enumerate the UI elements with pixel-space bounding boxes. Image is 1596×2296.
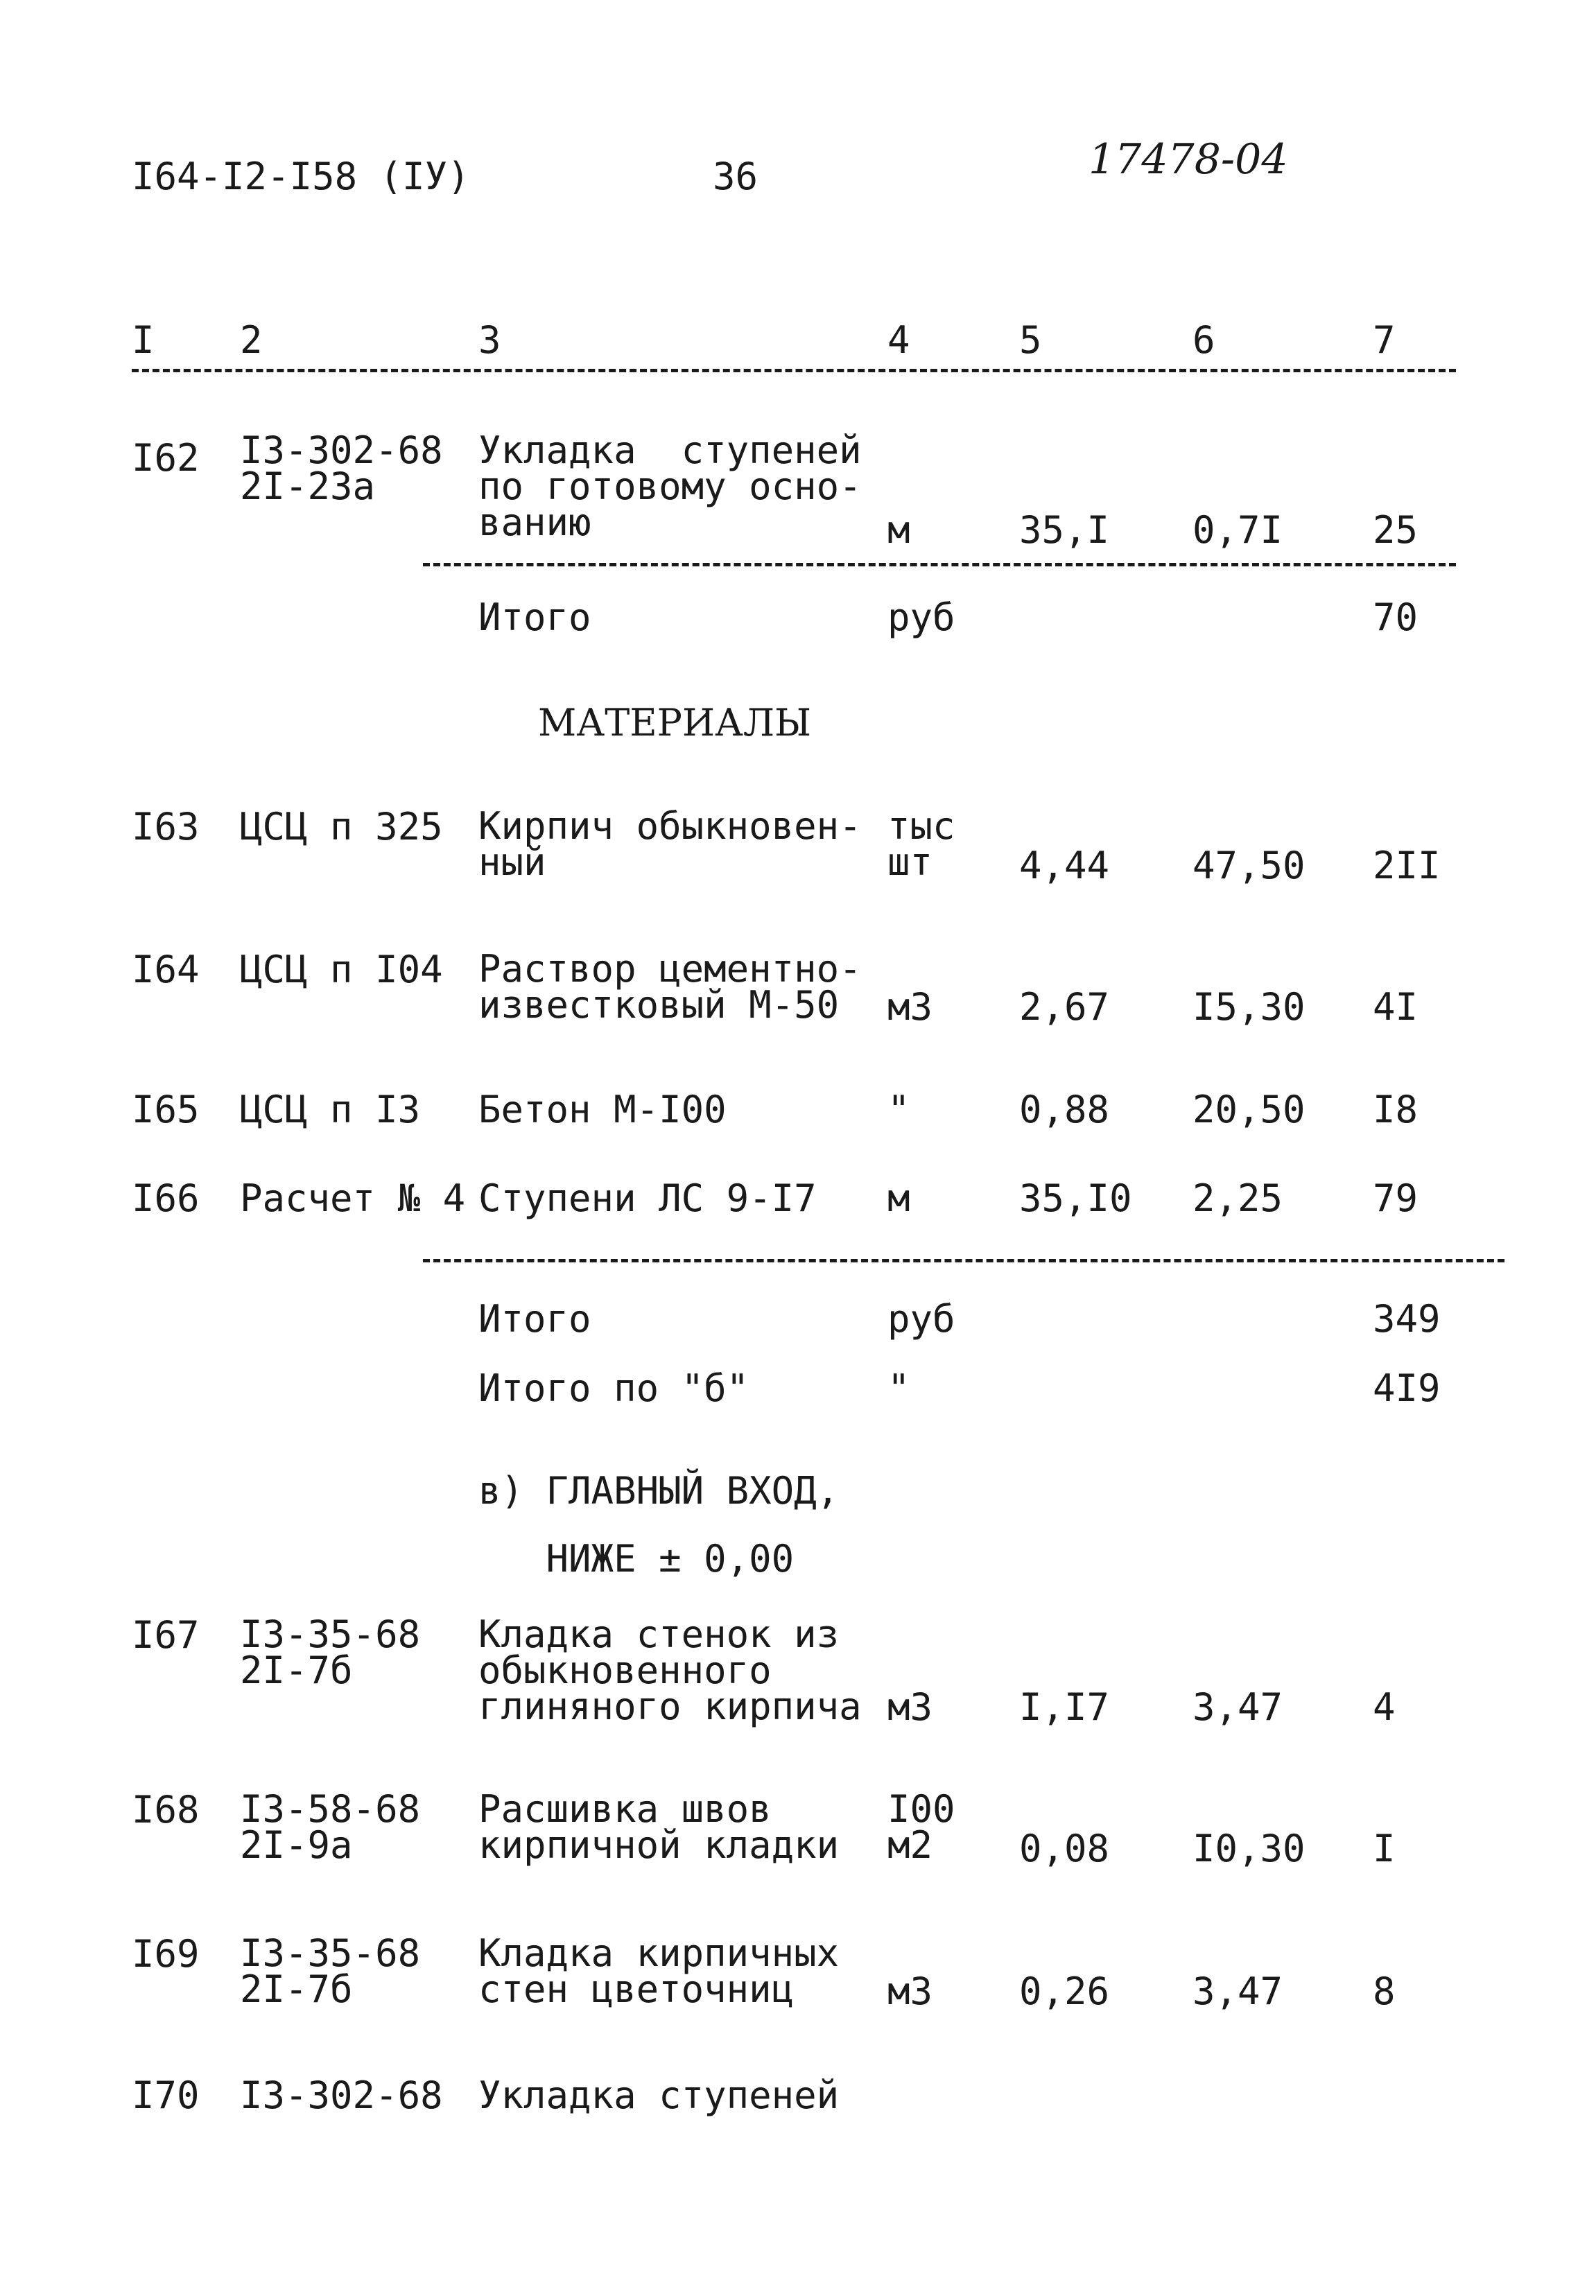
row-price: I5,30 <box>1192 985 1306 1029</box>
row-total: 25 <box>1373 508 1419 552</box>
row-unit: м <box>887 508 910 552</box>
row-quantity: 0,88 <box>1019 1088 1110 1131</box>
row-quantity: 2,67 <box>1019 985 1110 1029</box>
row-number: I66 <box>132 1176 200 1220</box>
subtotal-label: Итого по "б" <box>478 1366 749 1410</box>
handwritten-inventory-number: 17478-04 <box>1088 135 1288 184</box>
row-number: I68 <box>132 1788 200 1832</box>
row-reference: I3-58-68 2I-9a <box>240 1787 421 1867</box>
row-number: I67 <box>132 1613 200 1657</box>
row-price: 47,50 <box>1192 844 1306 887</box>
subtotal-value: 349 <box>1373 1297 1441 1341</box>
row-price: I0,30 <box>1192 1827 1306 1870</box>
row-unit: м3 <box>887 1685 933 1729</box>
row-price: 2,25 <box>1192 1176 1283 1220</box>
row-reference: Расчет № 4 <box>240 1176 466 1220</box>
subtotal-unit: " <box>887 1366 910 1410</box>
row-total: 4I <box>1373 985 1419 1029</box>
row-quantity: 0,26 <box>1019 1969 1110 2013</box>
row-description: Укладка ступеней <box>478 2073 840 2117</box>
column-header: 6 <box>1192 318 1215 362</box>
row-description: Ступени ЛС 9-I7 <box>478 1176 817 1220</box>
row-reference: I3-35-68 2I-7б <box>240 1612 421 1692</box>
row-unit: м3 <box>887 985 933 1029</box>
row-unit: м <box>887 1176 910 1220</box>
header-divider <box>132 369 1456 372</box>
row-price: 3,47 <box>1192 1685 1283 1729</box>
row-unit: тыс шт <box>887 804 955 884</box>
row-reference: I3-302-68 <box>240 2073 443 2117</box>
row-price: 3,47 <box>1192 1969 1283 2013</box>
subtotal-label: Итого <box>478 1297 591 1341</box>
row-reference: ЦСЦ п I3 <box>240 1088 421 1131</box>
row-number: I65 <box>132 1088 200 1131</box>
subtotal-unit: руб <box>887 1297 955 1341</box>
column-header: 5 <box>1019 318 1042 362</box>
row-unit: I00 м2 <box>887 1787 955 1867</box>
row-total: 4 <box>1373 1685 1396 1729</box>
row-description: Укладка ступеней по готовому осно- ванию <box>478 428 862 544</box>
subtotal-value: 70 <box>1373 595 1419 639</box>
row-description: Кладка стенок из обыкновенного глиняного кирпича <box>478 1612 862 1728</box>
page-number: 36 <box>713 155 758 198</box>
row-quantity: 35,I0 <box>1019 1176 1132 1220</box>
subtotal-unit: руб <box>887 595 955 639</box>
section-title: в) ГЛАВНЫЙ ВХОД, НИЖЕ ± 0,00 <box>478 1469 840 1581</box>
row-reference: I3-35-68 2I-7б <box>240 1931 421 2011</box>
column-header: 4 <box>887 318 910 362</box>
row-total: 79 <box>1373 1176 1419 1220</box>
row-quantity: 35,I <box>1019 508 1110 552</box>
row-total: 2II <box>1373 844 1441 887</box>
subtotal-divider <box>423 1259 1504 1262</box>
row-price: 20,50 <box>1192 1088 1306 1131</box>
row-quantity: 0,08 <box>1019 1827 1110 1870</box>
row-unit: " <box>887 1088 910 1131</box>
column-header: 3 <box>478 318 501 362</box>
row-description: Кладка кирпичных стен цветочниц <box>478 1931 840 2011</box>
row-description: Кирпич обыкновен- ный <box>478 804 862 884</box>
row-reference: I3-302-68 2I-23a <box>240 428 443 508</box>
row-number: I70 <box>132 2073 200 2117</box>
column-header: I <box>132 318 155 362</box>
row-quantity: 4,44 <box>1019 844 1110 887</box>
row-total: I8 <box>1373 1088 1419 1131</box>
row-number: I64 <box>132 948 200 991</box>
document-code: I64-I2-I58 (IУ) <box>132 155 470 198</box>
row-reference: ЦСЦ п 325 <box>240 805 443 849</box>
row-description: Бетон М-I00 <box>478 1088 727 1131</box>
row-quantity: I,I7 <box>1019 1685 1110 1729</box>
section-title: МАТЕРИАЛЫ <box>538 701 812 745</box>
row-number: I63 <box>132 805 200 849</box>
column-header: 2 <box>240 318 263 362</box>
row-reference: ЦСЦ п I04 <box>240 948 443 991</box>
subtotal-value: 4I9 <box>1373 1366 1441 1410</box>
subtotal-divider <box>423 563 1456 566</box>
row-total: 8 <box>1373 1969 1396 2013</box>
row-unit: м3 <box>887 1969 933 2013</box>
subtotal-label: Итого <box>478 595 591 639</box>
row-total: I <box>1373 1827 1396 1870</box>
column-header: 7 <box>1373 318 1396 362</box>
row-price: 0,7I <box>1192 508 1283 552</box>
row-description: Расшивка швов кирпичной кладки <box>478 1787 840 1867</box>
row-number: I62 <box>132 436 200 480</box>
row-number: I69 <box>132 1932 200 1976</box>
row-description: Раствор цементно- известковый М-50 <box>478 947 862 1027</box>
